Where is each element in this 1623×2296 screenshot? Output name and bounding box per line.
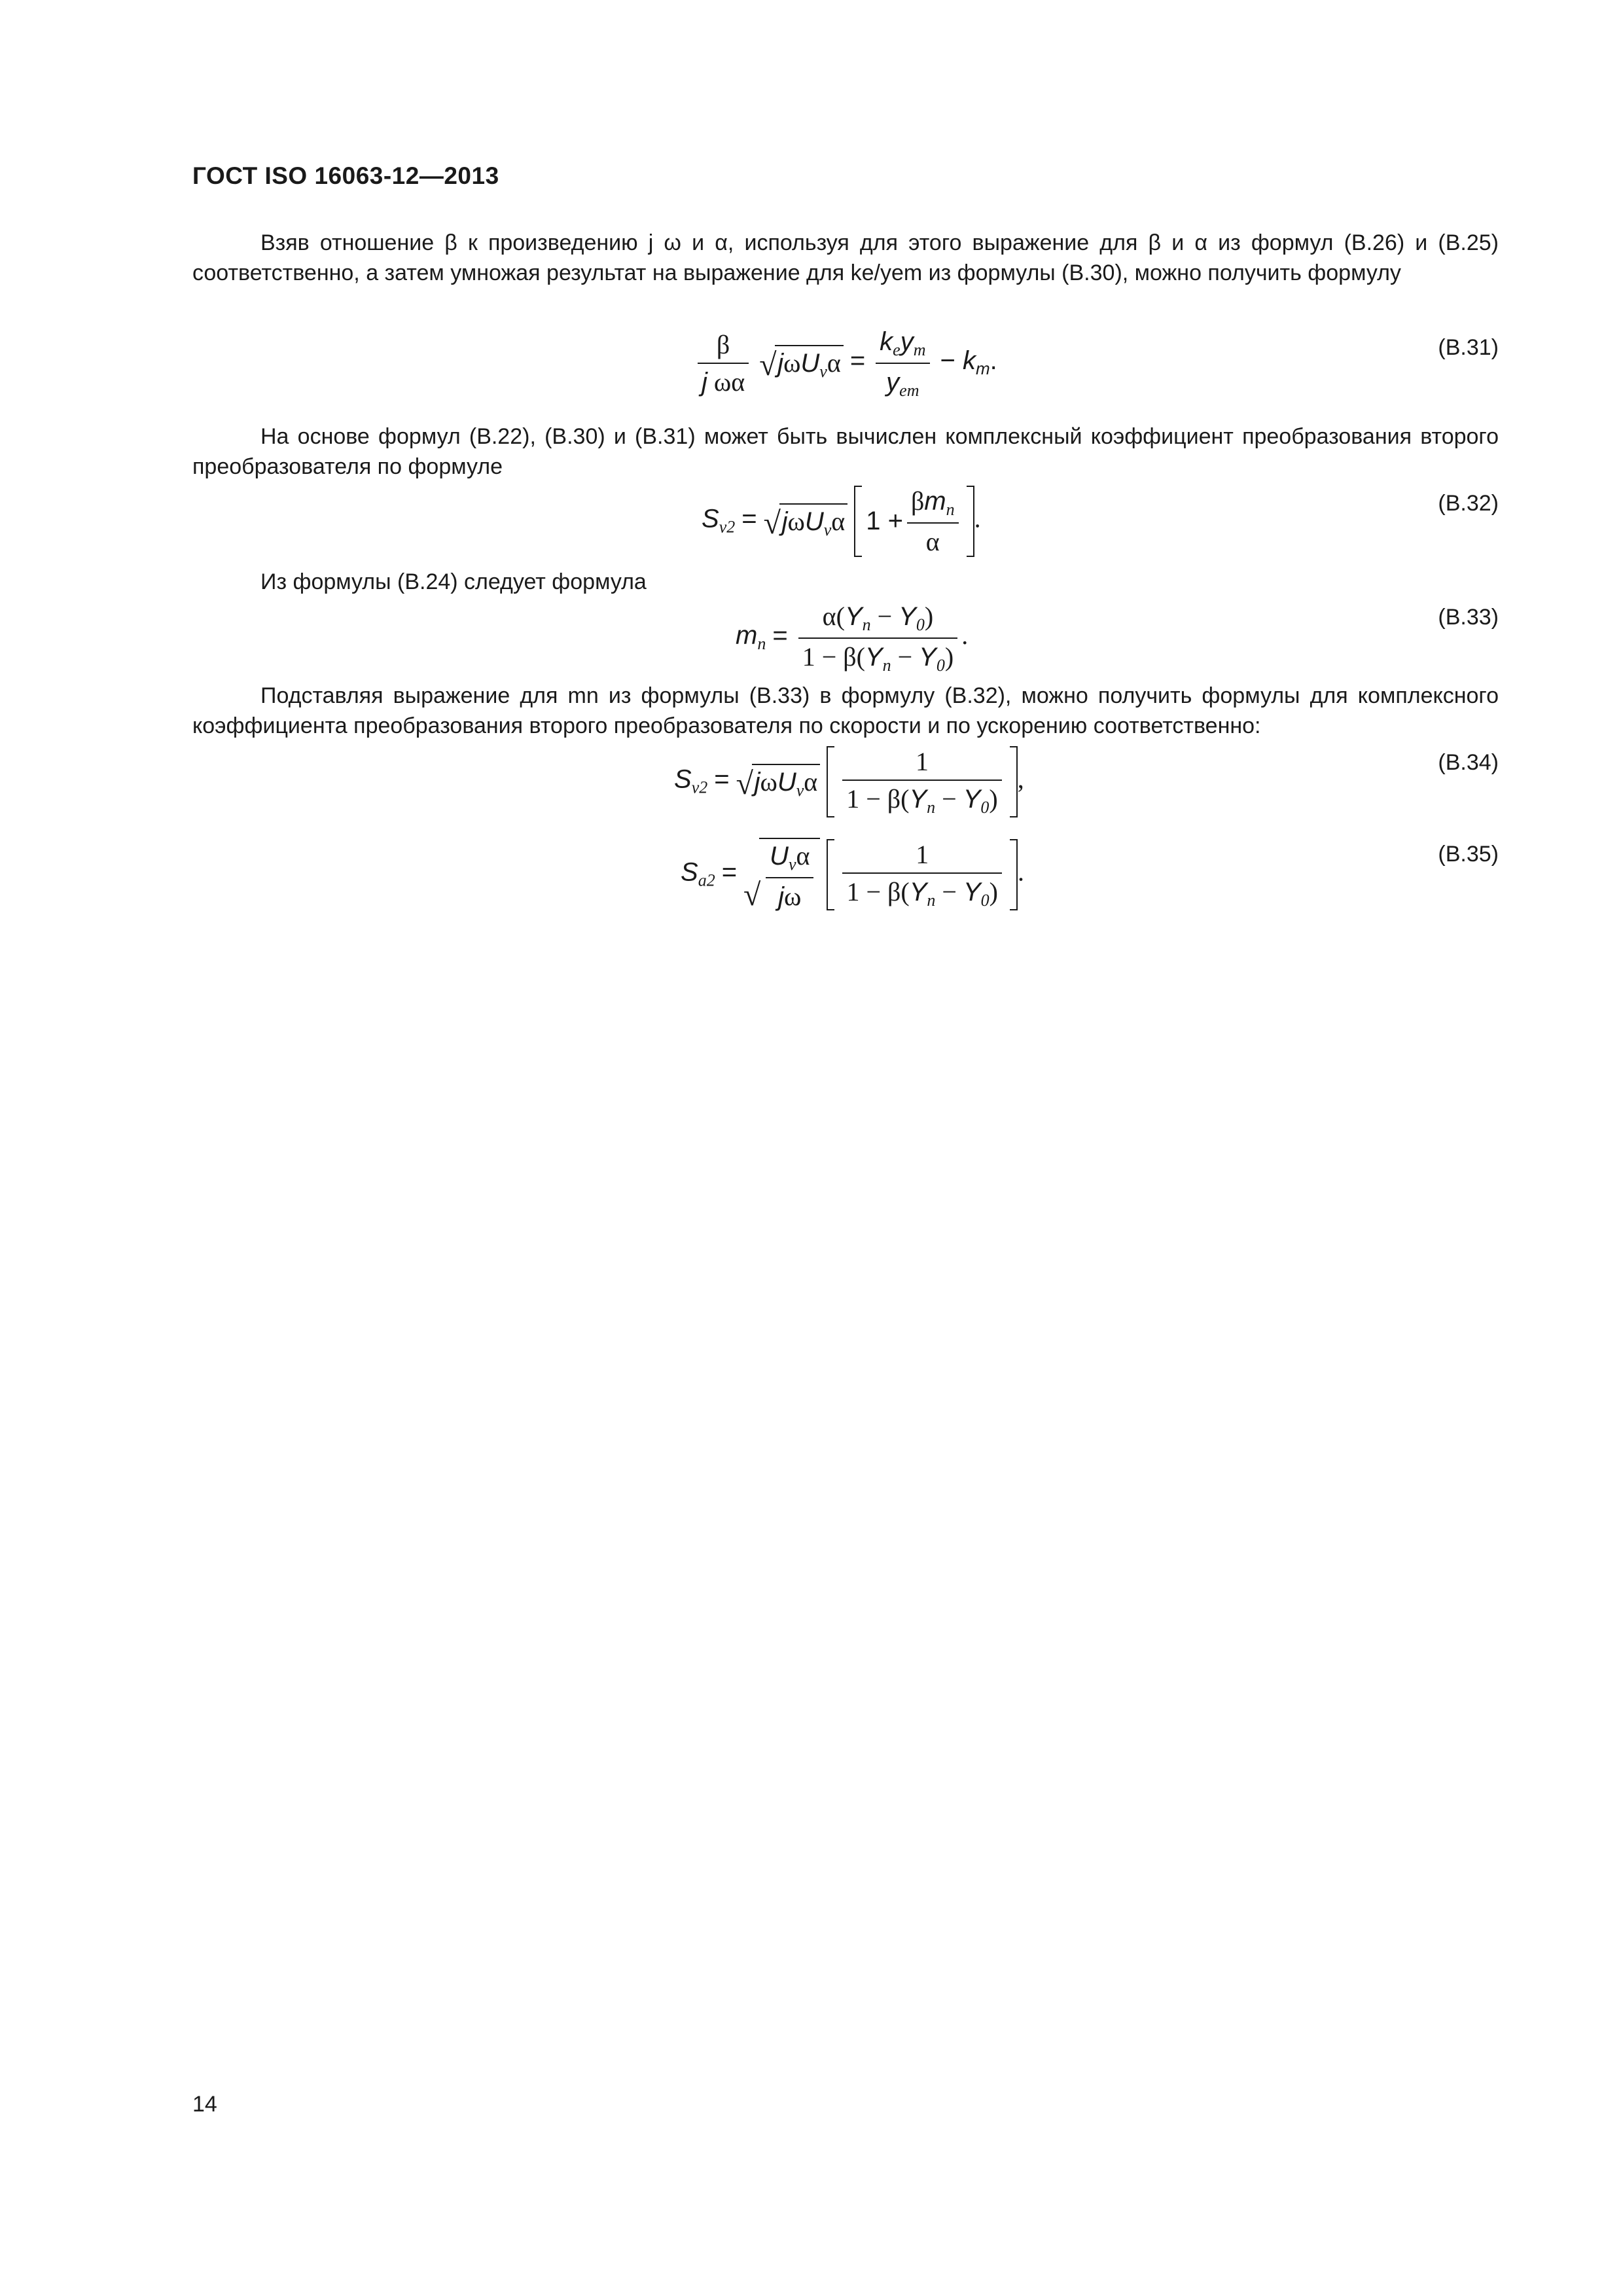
- equation-b32: $S_{v2}$ = √ jωU$_v$α 1 + $\frac{\beta m_n}{\alpha}$ .: [702, 486, 981, 556]
- page-number: 14: [192, 2092, 217, 2117]
- paragraph-1: Взяв отношение β к произведению j ω и α, используя для этого выражение для β и α из формул (B.26) и (B.25) соответственно, а затем умножая результат на выражение для ke/yem из формулы (B.30), можно получить формулу: [192, 230, 1499, 285]
- paragraph-3: Из формулы (B.24) следует формула: [260, 569, 647, 594]
- equation-number-b34: (B.34): [1438, 750, 1499, 775]
- equation-number-b32: (B.32): [1438, 491, 1499, 516]
- paragraph-4: Подставляя выражение для mn из формулы (B.33) в формулу (B.32), можно получить формулы для комплексного коэффициента преобразования второго преобразователя по скорости и по ускорению соответственно:: [192, 683, 1499, 738]
- equation-b33: $m_n$ = $\frac{\alpha(Y_n - Y_0)}{1 - \beta(Y_n - Y_0)}$ .: [736, 601, 969, 675]
- equation-b31: $\frac{\beta}{\text{j ωα}}$ √ jωU$_v$α = $\frac{k_ey_m}{y_{em}}$ − $k_m$.: [694, 326, 997, 401]
- equation-number-b35: (B.35): [1438, 842, 1499, 867]
- paragraph-2: На основе формул (B.22), (B.30) и (B.31) может быть вычислен комплексный коэффициент преобразования второго преобразователя по формуле: [192, 424, 1499, 479]
- equation-number-b31: (B.31): [1438, 335, 1499, 360]
- equation-b34: $S_{v2}$ = √ jωU$_v$α $\frac{1}{1 - \beta(Y_n - Y_0)}$ ,: [674, 747, 1024, 817]
- equation-number-b33: (B.33): [1438, 605, 1499, 630]
- document-header: ГОСТ ISO 16063-12—2013: [192, 162, 499, 189]
- equation-b35: $S_{a2}$ = √ $\frac{U_v\alpha}{j\omega}$ $\frac{1}{1 - \beta(Y_n - Y_0)}$ .: [681, 838, 1024, 912]
